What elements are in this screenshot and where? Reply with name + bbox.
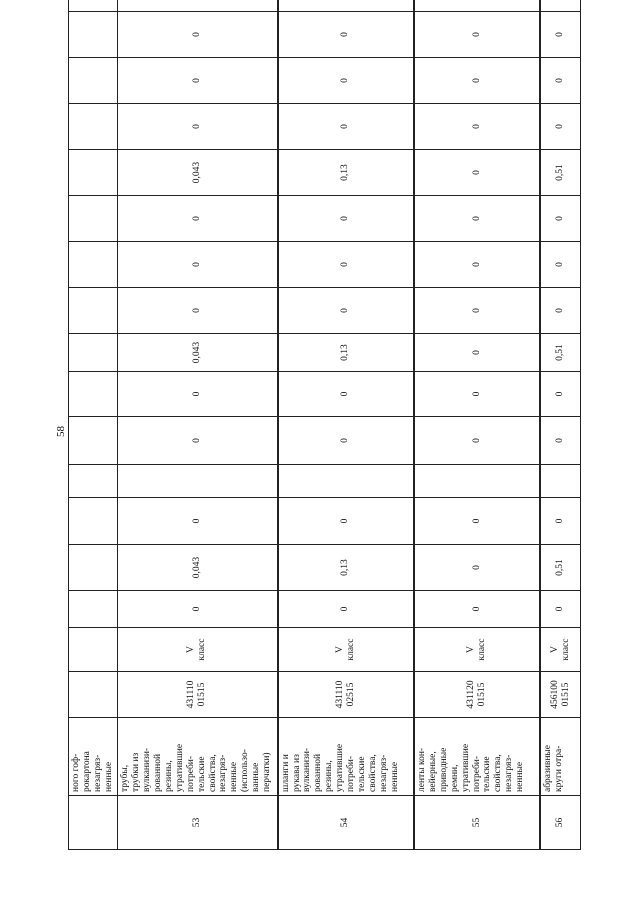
value-cell: 0 — [414, 591, 540, 628]
value-cell: 0 — [278, 288, 414, 334]
value-cell: 0 — [118, 372, 278, 417]
value-cell — [69, 591, 118, 628]
value-cell — [69, 372, 118, 417]
table-row — [69, 0, 118, 850]
fkko-code-cell: 431110 02515 — [278, 672, 414, 718]
value-cell: 0,13 — [278, 334, 414, 372]
fkko-code-cell: 431120 01515 — [414, 672, 540, 718]
value-cell: 0 — [414, 545, 540, 591]
waste-name-cell: абразивные круги отра- — [540, 718, 580, 796]
row-number-cell — [69, 796, 118, 850]
value-cell: 0 — [118, 196, 278, 242]
hazard-class-cell — [69, 628, 118, 672]
value-cell: 0 — [118, 104, 278, 150]
table-row — [414, 0, 540, 850]
value-cell — [69, 288, 118, 334]
value-cell — [278, 465, 414, 498]
value-cell: 0 — [278, 591, 414, 628]
value-cell: 0 — [278, 242, 414, 288]
value-cell: 0 — [278, 372, 414, 417]
fkko-code-cell — [69, 672, 118, 718]
value-cell: 0,13 — [278, 150, 414, 196]
row-number-cell: 55 — [414, 796, 540, 850]
value-cell — [414, 465, 540, 498]
value-cell: 0,51 — [540, 150, 580, 196]
value-cell — [69, 545, 118, 591]
value-cell: 0 — [118, 417, 278, 465]
hazard-class-cell: V класс — [118, 628, 278, 672]
value-cell — [118, 0, 278, 12]
table-body — [69, 0, 581, 850]
value-cell — [278, 0, 414, 12]
value-cell: 0 — [540, 242, 580, 288]
value-cell: 0 — [540, 591, 580, 628]
waste-name-cell: трубы, трубки из вулканизи- рованной резины, утратившие потреби- тельские свойства, незагряз- ненные (использо- ванные перчатки) — [118, 718, 278, 796]
value-cell: 0 — [118, 58, 278, 104]
value-cell: 0 — [278, 498, 414, 545]
value-cell: 0 — [278, 417, 414, 465]
waste-name-cell: ленты кон- вейерные, приводные ремни, утратившие потреби- тельские свойства, незагряз- ненные — [414, 718, 540, 796]
value-cell — [69, 104, 118, 150]
value-cell — [118, 465, 278, 498]
value-cell: 0 — [540, 498, 580, 545]
value-cell: 0 — [414, 334, 540, 372]
waste-name-cell: ного гоф- рокартона незагряз- ненные — [69, 718, 118, 796]
value-cell: 0,043 — [118, 545, 278, 591]
value-cell: 0 — [414, 12, 540, 58]
value-cell: 0 — [540, 58, 580, 104]
value-cell: 0 — [414, 372, 540, 417]
value-cell: 0 — [278, 58, 414, 104]
page-number-text: 58 — [55, 426, 67, 437]
value-cell — [540, 0, 580, 12]
value-cell: 0 — [414, 104, 540, 150]
row-number-cell: 54 — [278, 796, 414, 850]
value-cell: 0 — [118, 498, 278, 545]
value-cell — [69, 0, 118, 12]
value-cell: 0,043 — [118, 150, 278, 196]
value-cell: 0 — [118, 242, 278, 288]
value-cell: 0 — [414, 196, 540, 242]
row-number-cell: 56 — [540, 796, 580, 850]
hazard-class-cell: V класс — [414, 628, 540, 672]
value-cell: 0 — [540, 104, 580, 150]
value-cell: 0 — [414, 417, 540, 465]
value-cell: 0 — [414, 498, 540, 545]
value-cell — [69, 498, 118, 545]
waste-name-cell: шланги и рукава из вулканизи- рованной резины, утратившие потреби- тельские свойства, незагряз- ненные — [278, 718, 414, 796]
value-cell — [69, 417, 118, 465]
value-cell: 0,13 — [278, 545, 414, 591]
value-cell: 0,51 — [540, 545, 580, 591]
hazard-class-cell: V класс — [540, 628, 580, 672]
value-cell: 0 — [118, 288, 278, 334]
value-cell: 0 — [278, 104, 414, 150]
value-cell — [540, 465, 580, 498]
value-cell: 0 — [414, 242, 540, 288]
value-cell — [69, 465, 118, 498]
table-row — [118, 0, 278, 850]
value-cell — [69, 12, 118, 58]
rotated-table-container — [68, 30, 581, 850]
value-cell: 0 — [540, 417, 580, 465]
value-cell — [69, 196, 118, 242]
value-cell: 0 — [414, 288, 540, 334]
table-row — [540, 0, 580, 850]
value-cell: 0 — [540, 12, 580, 58]
value-cell: 0 — [278, 196, 414, 242]
value-cell: 0 — [414, 58, 540, 104]
hazard-class-cell: V класс — [278, 628, 414, 672]
value-cell: 0 — [540, 196, 580, 242]
value-cell — [69, 58, 118, 104]
value-cell: 0,51 — [540, 334, 580, 372]
value-cell — [69, 150, 118, 196]
value-cell: 0 — [118, 591, 278, 628]
value-cell: 0 — [414, 150, 540, 196]
value-cell — [69, 242, 118, 288]
value-cell: 0 — [540, 288, 580, 334]
value-cell — [69, 334, 118, 372]
waste-table — [68, 0, 581, 850]
fkko-code-cell: 456100 01515 — [540, 672, 580, 718]
value-cell: 0 — [278, 12, 414, 58]
value-cell: 0 — [540, 372, 580, 417]
table-row — [278, 0, 414, 850]
value-cell: 0,043 — [118, 334, 278, 372]
row-number-cell: 53 — [118, 796, 278, 850]
fkko-code-cell: 431110 01515 — [118, 672, 278, 718]
value-cell: 0 — [118, 12, 278, 58]
value-cell — [414, 0, 540, 12]
